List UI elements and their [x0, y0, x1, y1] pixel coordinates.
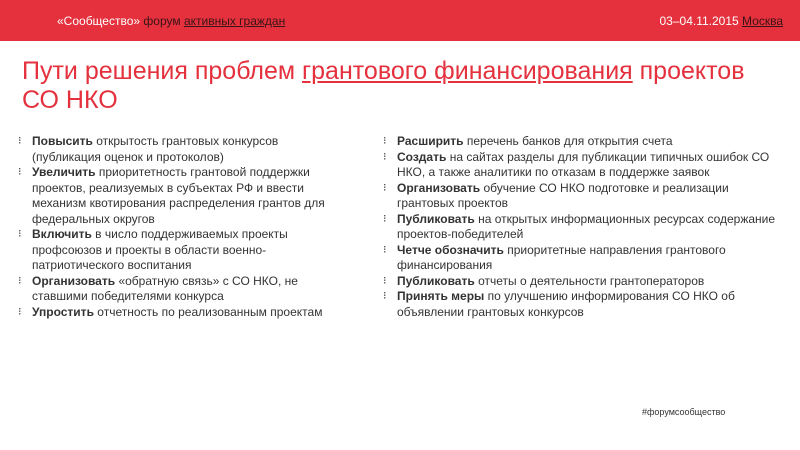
item-text: «обратную связь» с СО НКО, не ставшими победителями конкурса [32, 273, 298, 303]
right-recommendations-list [383, 134, 783, 320]
bullet-icon: ⁝ [18, 305, 22, 318]
header-date-location [660, 14, 784, 28]
item-text: приоритетные направления грантового финансирования [397, 242, 726, 272]
bullet-icon: ⁝ [383, 135, 387, 147]
header-community-label: «Сообщество» [57, 14, 141, 28]
item-keyword: Расширить [397, 134, 464, 148]
item-keyword: Организовать [32, 273, 116, 288]
item-keyword: Включить [32, 227, 92, 241]
list-item [18, 305, 343, 321]
title-part-1: Пути решения проблем [22, 57, 303, 85]
list-item [383, 243, 783, 274]
header-bar [0, 0, 800, 41]
header-event-name [57, 14, 285, 28]
title-part-2: грантового финансирования [302, 57, 633, 85]
item-text: на сайтах разделы для публикации типичных ошибок СО НКО, а также аналитики по отказам в поддержке заявок [397, 149, 770, 179]
list-item [383, 212, 783, 243]
hashtag: #форумсообщество [642, 407, 726, 417]
list-item [18, 274, 343, 305]
bullet-icon: ⁝ [383, 290, 387, 302]
left-recommendations-list [18, 134, 343, 320]
item-text: по улучшению информирования СО НКО об объявлении грантовых конкурсов [397, 289, 735, 319]
bullet-icon: ⁝ [383, 212, 387, 225]
item-keyword: Принять меры [397, 289, 485, 303]
item-keyword: Организовать [397, 180, 481, 195]
list-item [383, 181, 783, 212]
item-keyword: Публиковать [397, 211, 475, 226]
item-text: перечень банков для открытия счета [463, 134, 673, 148]
item-text: в число поддерживаемых проекты профсоюзов и проекты в области военно-патриотического воспитания [32, 227, 288, 272]
page-title [22, 57, 782, 115]
item-keyword: Увеличить [32, 165, 96, 179]
bullet-icon: ⁝ [383, 150, 387, 163]
list-item [18, 227, 343, 274]
item-keyword: Четче обозначить [397, 242, 504, 257]
item-text: отчетность по реализованным проектам [93, 304, 323, 319]
item-text: открытость грантовых конкурсов (публикация оценок и протоколов) [32, 134, 279, 164]
bullet-icon: ⁝ [383, 274, 387, 287]
list-item [18, 165, 343, 227]
title-part-3: проектов СО НКО [22, 57, 745, 114]
bullet-icon: ⁝ [18, 228, 22, 240]
item-text: обучение СО НКО подготовке и реализации грантовых проектов [397, 180, 729, 210]
header-forum-label: форум [140, 14, 184, 28]
item-text: отчеты о деятельности грантоператоров [474, 273, 705, 288]
header-active-citizens-link[interactable]: активных граждан [183, 14, 286, 28]
list-item [383, 134, 783, 150]
item-keyword: Создать [397, 149, 447, 164]
bullet-icon: ⁝ [18, 135, 22, 147]
header-date: 03–04.11.2015 [659, 14, 743, 28]
item-text: на открытых информационных ресурсах содержание проектов-победителей [397, 211, 776, 241]
item-keyword: Публиковать [397, 273, 475, 288]
item-keyword: Упростить [32, 304, 94, 319]
item-text: приоритетность грантовой поддержки проектов, реализуемых в субъектах РФ и ввести механизм квотирования распределения грантов для федеральных округов [32, 165, 325, 226]
list-item [18, 134, 343, 165]
bullet-icon: ⁝ [383, 181, 387, 194]
bullet-icon: ⁝ [18, 274, 22, 287]
header-location-link[interactable]: Москва [742, 14, 783, 28]
bullet-icon: ⁝ [383, 243, 387, 256]
bullet-icon: ⁝ [18, 166, 22, 178]
list-item [383, 274, 783, 290]
list-item [383, 150, 783, 181]
item-keyword: Повысить [32, 134, 93, 148]
list-item [383, 289, 783, 320]
